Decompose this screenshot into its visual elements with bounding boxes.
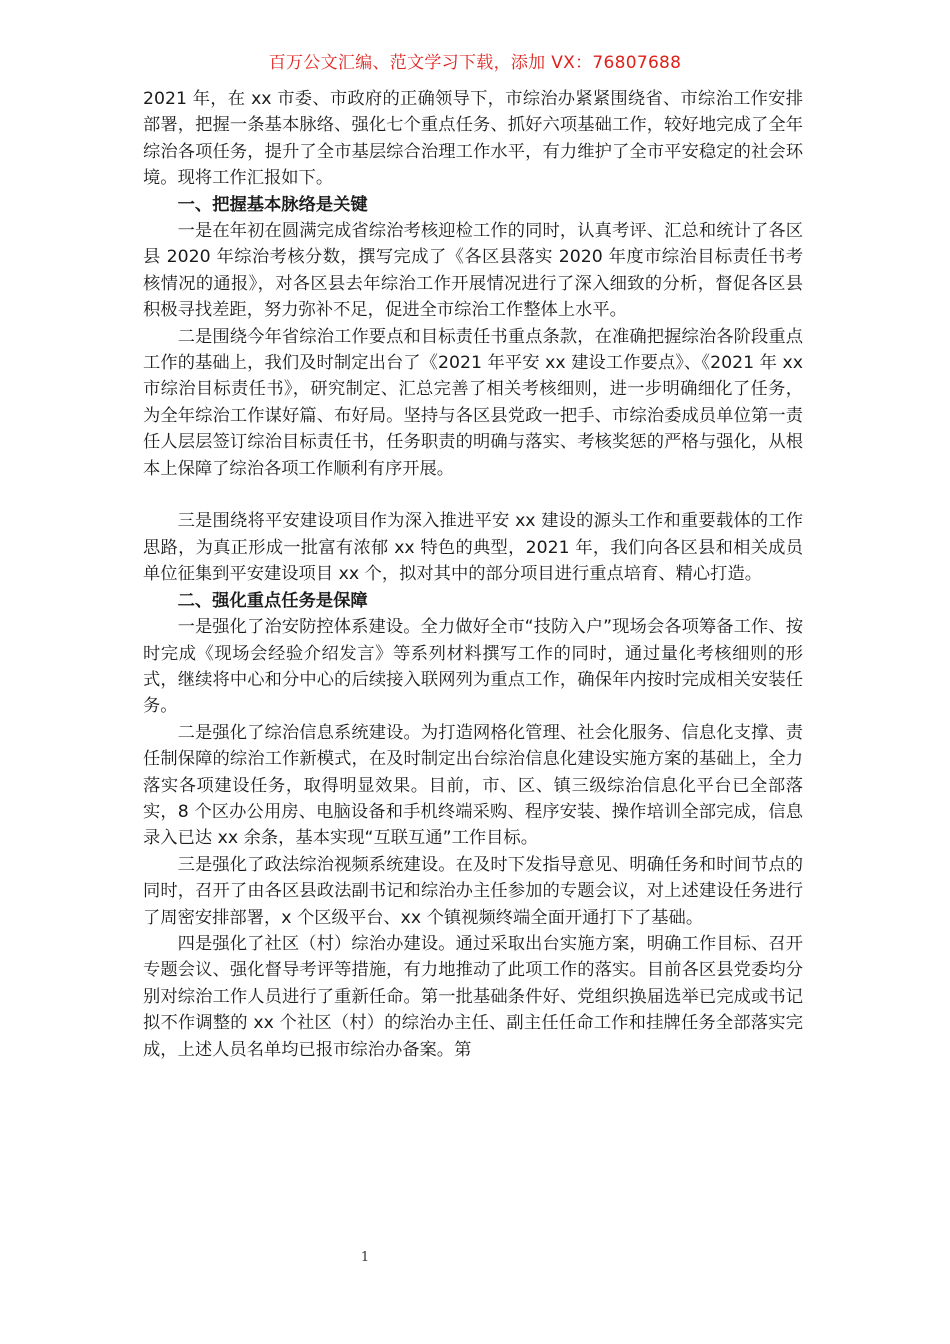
- document-body: [143, 86, 803, 1063]
- section-heading-2: 二、强化重点任务是保障: [177, 590, 368, 611]
- section-heading-1: 一、把握基本脉络是关键: [177, 194, 368, 215]
- paragraph: 一是强化了治安防控体系建设。全力做好全市“技防入户”现场会各项筹备工作、按时完成《现场会经验介绍发言》等系列材料撰写工作的同时，通过量化考核细则的形式，继续将中心和分中心的后续接入联网列为重点工作，确保年内按时完成相关安装任务。: [143, 617, 803, 717]
- paragraph: 三是强化了政法综治视频系统建设。在及时下发指导意见、明确任务和时间节点的同时，召开了由各区县政法副书记和综治办主任参加的专题会议，对上述建设任务进行了周密安排部署，x 个区级平台、xx 个镇视频终端全面开通打下了基础。: [143, 854, 803, 928]
- blank-line: [143, 482, 803, 508]
- paragraph: 四是强化了社区（村）综治办建设。通过采取出台实施方案，明确工作目标、召开专题会议、强化督导考评等措施，有力地推动了此项工作的落实。目前各区县党委均分别对综治工作人员进行了重新任命。第一批基础条件好、党组织换届选举已完成或书记拟不作调整的 xx 个社区（村）的综治办主任、副主任任命工作和挂牌任务全部落实完成，上述人员名单均已报市综治办备案。第: [143, 933, 803, 1060]
- paragraph: 二是强化了综治信息系统建设。为打造网格化管理、社会化服务、信息化支撑、责任制保障的综治工作新模式，在及时制定出台综治信息化建设实施方案的基础上，全力落实各项建设任务，取得明显效果。目前，市、区、镇三级综治信息化平台已全部落实，8 个区办公用房、电脑设备和手机终端采购、程序安装、操作培训全部完成，信息录入已达 xx 余条，基本实现“互联互通”工作目标。: [143, 722, 803, 849]
- page-number: 1: [360, 1250, 370, 1265]
- header-banner: 百万公文汇编、范文学习下载，添加 VX：76807688: [268, 53, 682, 73]
- paragraph: 一是在年初在圆满完成省综治考核迎检工作的同时，认真考评、汇总和统计了各区县 2020 年综治考核分数，撰写完成了《各区县落实 2020 年度市综治目标责任书考核情况的通报》，对各区县去年综治工作开展情况进行了深入细致的分析，督促各区县积极寻找差距，努力弥补不足，促进全市综治工作整体上水平。: [143, 221, 803, 321]
- paragraph: 三是围绕将平安建设项目作为深入推进平安 xx 建设的源头工作和重要载体的工作思路，为真正形成一批富有浓郁 xx 特色的典型，2021 年，我们向各区县和相关成员单位征集到平安建设项目 xx 个，拟对其中的部分项目进行重点培育、精心打造。: [143, 511, 803, 585]
- intro-paragraph: 2021 年，在 xx 市委、市政府的正确领导下，市综治办紧紧围绕省、市综治工作安排部署，把握一条基本脉络、强化七个重点任务、抓好六项基础工作，较好地完成了全年综治各项任务，提升了全市基层综合治理工作水平，有力维护了全市平安稳定的社会环境。现将工作汇报如下。: [143, 89, 803, 189]
- paragraph: 二是围绕今年省综治工作要点和目标责任书重点条款，在准确把握综治各阶段重点工作的基础上，我们及时制定出台了《2021 年平安 xx 建设工作要点》、《2021 年 xx 市综治目标责任书》，研究制定、汇总完善了相关考核细则，进一步明确细化了任务，为全年综治工作谋好篇、布好局。坚持与各区县党政一把手、市综治委成员单位第一责任人层层签订综治目标责任书，任务职责的明确与落实、考核奖惩的严格与强化，从根本上保障了综治各项工作顺利有序开展。: [143, 326, 803, 479]
